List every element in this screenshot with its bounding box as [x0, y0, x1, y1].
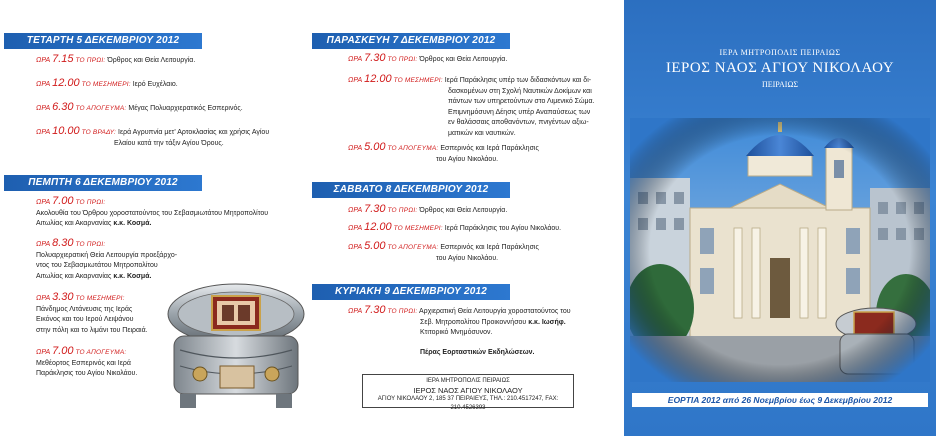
reliquary-image [160, 270, 312, 416]
hour-value: 7.00 [52, 195, 74, 207]
hour-label: ΩΡΑ [36, 241, 51, 248]
entry-text-cont: πάντων των υπηρετούντων στο Λιμενικό Σώμα. [448, 98, 595, 105]
entry-text: Ακολουθία του Όρθρου χοροστατούντος του Σεβασμιωτάτου Μητροπολίτου [36, 209, 269, 217]
entry-sat-3 [348, 241, 539, 264]
hour-period: ΤΟ ΑΠΟΓΕΥΜΑ: [387, 244, 439, 251]
hour-label: ΩΡΑ [36, 295, 51, 302]
entry-text-cont: Παράκλησις του Αγίου Νικολάου. [36, 370, 138, 377]
entry-text: Όρθρος και Θεία Λειτουργία. [419, 56, 508, 63]
panel-middle [312, 0, 624, 436]
panel-left [0, 0, 312, 436]
hour-period: ΤΟ ΠΡΩΙ: [75, 241, 106, 248]
entry-wed-2 [36, 78, 178, 91]
hour-value: 10.00 [52, 125, 80, 137]
entry-fri-2 [348, 74, 595, 139]
hour-value: 5.00 [364, 240, 386, 252]
hour-period: ΤΟ ΜΕΣΗΜΕΡΙ: [75, 295, 125, 302]
signatory: κ.κ. Κοσμά. [113, 220, 152, 227]
hour-value: 8.30 [52, 237, 74, 249]
hour-value: 6.30 [52, 101, 74, 113]
hour-value: 7.30 [364, 203, 386, 215]
entry-sat-2 [348, 222, 561, 235]
hour-label: ΩΡΑ [348, 225, 363, 232]
entry-text: Εσπερινός και Ιερά Παράκλησις [440, 244, 539, 251]
entry-text-cont: ντος του Σεβασμιωτάτου Μητροπολίτου [36, 262, 158, 269]
hour-label: ΩΡΑ [36, 349, 51, 356]
hour-value: 7.30 [364, 52, 386, 64]
signatory: κ.κ. Κοσμά. [113, 272, 152, 280]
entry-wed-4 [36, 126, 269, 149]
entry-text: Όρθρος και Θεία Λειτουργία. [419, 207, 508, 214]
day-banner-sunday: ΚΥΡΙΑΚΗ 9 ΔΕΚΕΜΒΡΙΟΥ 2012 [312, 284, 510, 300]
entry-text-cont: του Αγίου Νικολάου. [436, 155, 499, 163]
day-banner-saturday: ΣΑΒΒΑΤΟ 8 ΔΕΚΕΜΒΡΙΟΥ 2012 [312, 182, 510, 198]
hour-label: ΩΡΑ [348, 207, 363, 214]
cover-city: ΠΕΙΡΑΙΩΣ [761, 80, 799, 89]
entry-fri-1 [348, 53, 507, 66]
entry-text: Μεθέορτος Εσπερινός και Ιερά [36, 359, 131, 367]
hour-label: ΩΡΑ [348, 56, 363, 63]
hour-period: ΤΟ ΜΕΣΗΜΕΡΙ: [393, 225, 443, 232]
day-banner-thursday: ΠΕΜΠΤΗ 6 ΔΕΚΕΜΒΡΙΟΥ 2012 [4, 175, 202, 191]
hour-label: ΩΡΑ [36, 129, 51, 136]
hour-value: 3.30 [52, 291, 74, 303]
contact-box [362, 374, 574, 411]
hour-value: 12.00 [364, 221, 392, 233]
hour-period: ΤΟ ΠΡΩΙ: [387, 308, 418, 315]
hour-value: 7.15 [52, 53, 74, 65]
entry-wed-3 [36, 102, 243, 115]
entry-text-cont: Σεβ. Μητροπολίτου Προικοννήσου [420, 318, 527, 326]
hour-label: ΩΡΑ [36, 105, 51, 112]
entry-text: Μέγας Πολυαρχιερατικός Εσπερινός. [128, 105, 243, 112]
entry-text-cont: του Αγίου Νικολάου. [436, 254, 499, 262]
entry-text-cont: Επιμνημόσυνη Δέησις υπέρ Αναπαύσεως των [448, 108, 591, 116]
entry-text-cont: Κτιτορικό Μνημόσυνον. [420, 329, 493, 336]
entry-thu-3 [36, 292, 148, 336]
day-banner-wednesday: ΤΕΤΑΡΤΗ 5 ΔΕΚΕΜΒΡΙΟΥ 2012 [4, 33, 202, 49]
day-banner-friday: ΠΑΡΑΣΚΕΥΗ 7 ΔΕΚΕΜΒΡΙΟΥ 2012 [312, 33, 510, 49]
hour-period: ΤΟ ΜΕΣΗΜΕΡΙ: [81, 81, 131, 88]
hour-period: ΤΟ ΜΕΣΗΜΕΡΙ: [393, 77, 443, 84]
hour-value: 7.00 [52, 345, 74, 357]
hour-period: ΤΟ ΑΠΟΓΕΥΜΑ: [387, 145, 439, 152]
hour-label: ΩΡΑ [348, 145, 363, 152]
entry-thu-1 [36, 196, 268, 230]
contact-church: ΙΕΡΟΣ ΝΑΟΣ ΑΓΙΟΥ ΝΙΚΟΛΑΟΥ [413, 386, 523, 395]
entry-wed-1 [36, 54, 195, 67]
contact-org: ΙΕΡΑ ΜΗΤΡΟΠΟΛΙΣ ΠΕΙΡΑΙΩΣ [426, 378, 510, 384]
entry-text: Όρθρος και Θεία Λειτουργία. [107, 57, 196, 64]
entry-text-cont: στην πόλη και το λιμάνι του Πειραιά. [36, 326, 148, 334]
entry-text-cont: Αιτωλίας και Ακαρνανίας [36, 220, 112, 227]
hour-label: ΩΡΑ [348, 244, 363, 251]
entry-sun-1 [348, 305, 571, 339]
cover-metropolis: ΙΕΡΑ ΜΗΤΡΟΠΟΛΙΣ ΠΕΙΡΑΙΩΣ [719, 48, 841, 57]
entry-text: Αρχιερατική Θεία Λειτουργία χοροστατούντος του [418, 308, 571, 315]
entry-thu-2 [36, 238, 177, 282]
hour-period: ΤΟ ΒΡΑΔΥ: [81, 129, 117, 136]
panel-cover [624, 0, 936, 436]
cover-title: ΙΕΡΟΣ ΝΑΟΣ ΑΓΙΟΥ ΝΙΚΟΛΑΟΥ [665, 60, 895, 76]
entry-text: Εσπερινός και Ιερά Παράκλησις [440, 145, 539, 152]
hour-period: ΤΟ ΠΡΩΙ: [387, 207, 418, 214]
entry-text: Ιερό Ευχέλαιο. [132, 81, 178, 88]
entry-thu-4 [36, 346, 137, 380]
hour-label: ΩΡΑ [348, 77, 363, 84]
hour-period: ΤΟ ΠΡΩΙ: [75, 199, 106, 206]
hour-label: ΩΡΑ [36, 57, 51, 64]
cover-footer-dates: ΕΟΡΤΙΑ 2012 από 26 Νοεμβρίου έως 9 Δεκεμβρίου 2012 [632, 393, 928, 407]
entry-text-cont: εν θαλάσσαις αποθανόντων, πνιγέντων αξιω- [448, 119, 589, 126]
entry-text-cont: Εικόνος και του Ιερού Λειψάνου [36, 316, 134, 323]
entry-text: Πάνδημος Λιτάνευσις της Ιεράς [36, 305, 133, 313]
hour-value: 12.00 [52, 77, 80, 89]
signatory: κ.κ. Ιωσήφ. [528, 318, 566, 326]
hour-period: ΤΟ ΠΡΩΙ: [387, 56, 418, 63]
hour-value: 12.00 [364, 73, 392, 85]
entry-text: Ιερά Αγρυπνία μετ' Αρτοκλασίας και χρήσις Αγίου [118, 129, 270, 136]
hour-period: ΤΟ ΑΠΟΓΕΥΜΑ: [75, 105, 127, 112]
hour-label: ΩΡΑ [36, 199, 51, 206]
hour-value: 5.00 [364, 141, 386, 153]
hour-label: ΩΡΑ [36, 81, 51, 88]
entry-text: Πολυαρχιερατική Θεία Λειτουργία προεξάρχο- [36, 251, 178, 259]
entry-text: Ιερά Παράκλησις του Αγίου Νικολάου. [444, 225, 562, 232]
closing-note: Πέρας Εορταστικών Εκδηλώσεων. [420, 349, 535, 356]
hour-period: ΤΟ ΑΠΟΓΕΥΜΑ: [75, 349, 127, 356]
entry-text-cont: Αιτωλίας και Ακαρνανίας [36, 272, 112, 280]
contact-address: ΑΓΙΟΥ ΝΙΚΟΛΑΟΥ 2, 185 37 ΠΕΙΡΑΙΕΥΣ, ΤΗΛ.: 210.4517247, FAX: 210.4526393 [377, 396, 559, 411]
hour-value: 7.30 [364, 304, 386, 316]
entry-text-cont: δασκομένων στη Σχολή Ναυτικών Δοκίμων και [448, 87, 592, 95]
entry-text-cont: ματικών και ναυτικών. [448, 129, 516, 137]
hour-period: ΤΟ ΠΡΩΙ: [75, 57, 106, 64]
entry-text-cont: Ελαίου κατά την τάξιν Αγίου Όρους. [114, 139, 224, 147]
hour-label: ΩΡΑ [348, 308, 363, 315]
entry-fri-3 [348, 142, 539, 165]
church-photo [630, 118, 930, 382]
entry-sat-1 [348, 204, 507, 217]
entry-text: Ιερά Παράκλησις υπέρ των διδασκόντων και δι- [444, 77, 592, 84]
